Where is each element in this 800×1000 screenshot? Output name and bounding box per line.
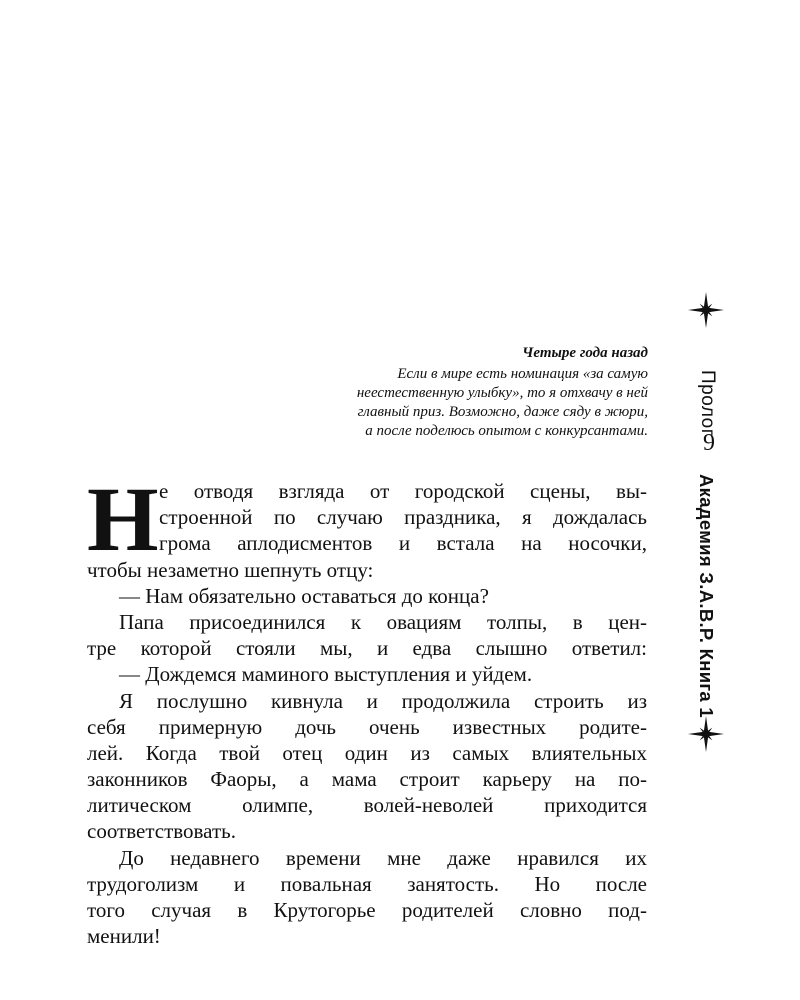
text-line: грома аплодисментов и встала на носочки,: [159, 531, 647, 556]
page-number: 9: [703, 430, 715, 456]
text-line: Я послушно кивнула и продолжила строить из: [119, 688, 647, 713]
epigraph-title: Четыре года назад: [522, 345, 648, 361]
epigraph: [310, 344, 648, 441]
running-title: Академия З.А.В.Р. Книга 1: [696, 474, 717, 719]
text-line: трудоголизм и повальная занятость. Но после: [87, 871, 647, 896]
text-line: тре которой стояли мы, и едва слышно ответил:: [87, 636, 647, 661]
text-line: себя примерную дочь очень известных родите-: [87, 714, 647, 739]
text-line: До недавнего времени мне даже нравился их: [119, 845, 647, 870]
text-line: лей. Когда твой отец один из самых влиятельных: [87, 740, 647, 765]
text-line: е отводя взгляда от городской сцены, вы-: [159, 479, 647, 503]
epigraph-line: главный приз. Возможно, даже сяду в жюри,: [357, 404, 648, 420]
text-line: — Дождемся маминого выступления и уйдем.: [119, 662, 533, 687]
epigraph-line: неестественную улыбку», то я отхвачу в ней: [356, 385, 648, 401]
text-line: Папа присоединился к овациям толпы, в цен-: [119, 609, 647, 634]
four-point-star-icon: [688, 716, 724, 752]
text-line: того случая в Крутогорье родителей словно под-: [87, 898, 647, 922]
text-line: литическом олимпе, волей-неволей приходится: [87, 793, 647, 818]
drop-cap: Н: [87, 468, 159, 570]
epigraph-line: а после поделюсь опытом с конкурсантами.: [365, 423, 648, 439]
section-label: Пролог: [697, 370, 718, 437]
text-line: строенной по случаю праздника, я дождалась: [159, 505, 647, 530]
epigraph-line: Если в мире есть номинация «за самую: [397, 366, 648, 382]
four-point-star-icon: [688, 292, 724, 328]
text-line: — Нам обязательно оставаться до конца?: [119, 583, 489, 608]
body-text: [87, 468, 647, 949]
text-line: соответствовать.: [87, 819, 236, 844]
text-line: законников Фаоры, а мама строит карьеру на по-: [87, 767, 647, 792]
text-line: чтобы незаметно шепнуть отцу:: [87, 557, 374, 582]
text-line: менили!: [87, 924, 161, 949]
